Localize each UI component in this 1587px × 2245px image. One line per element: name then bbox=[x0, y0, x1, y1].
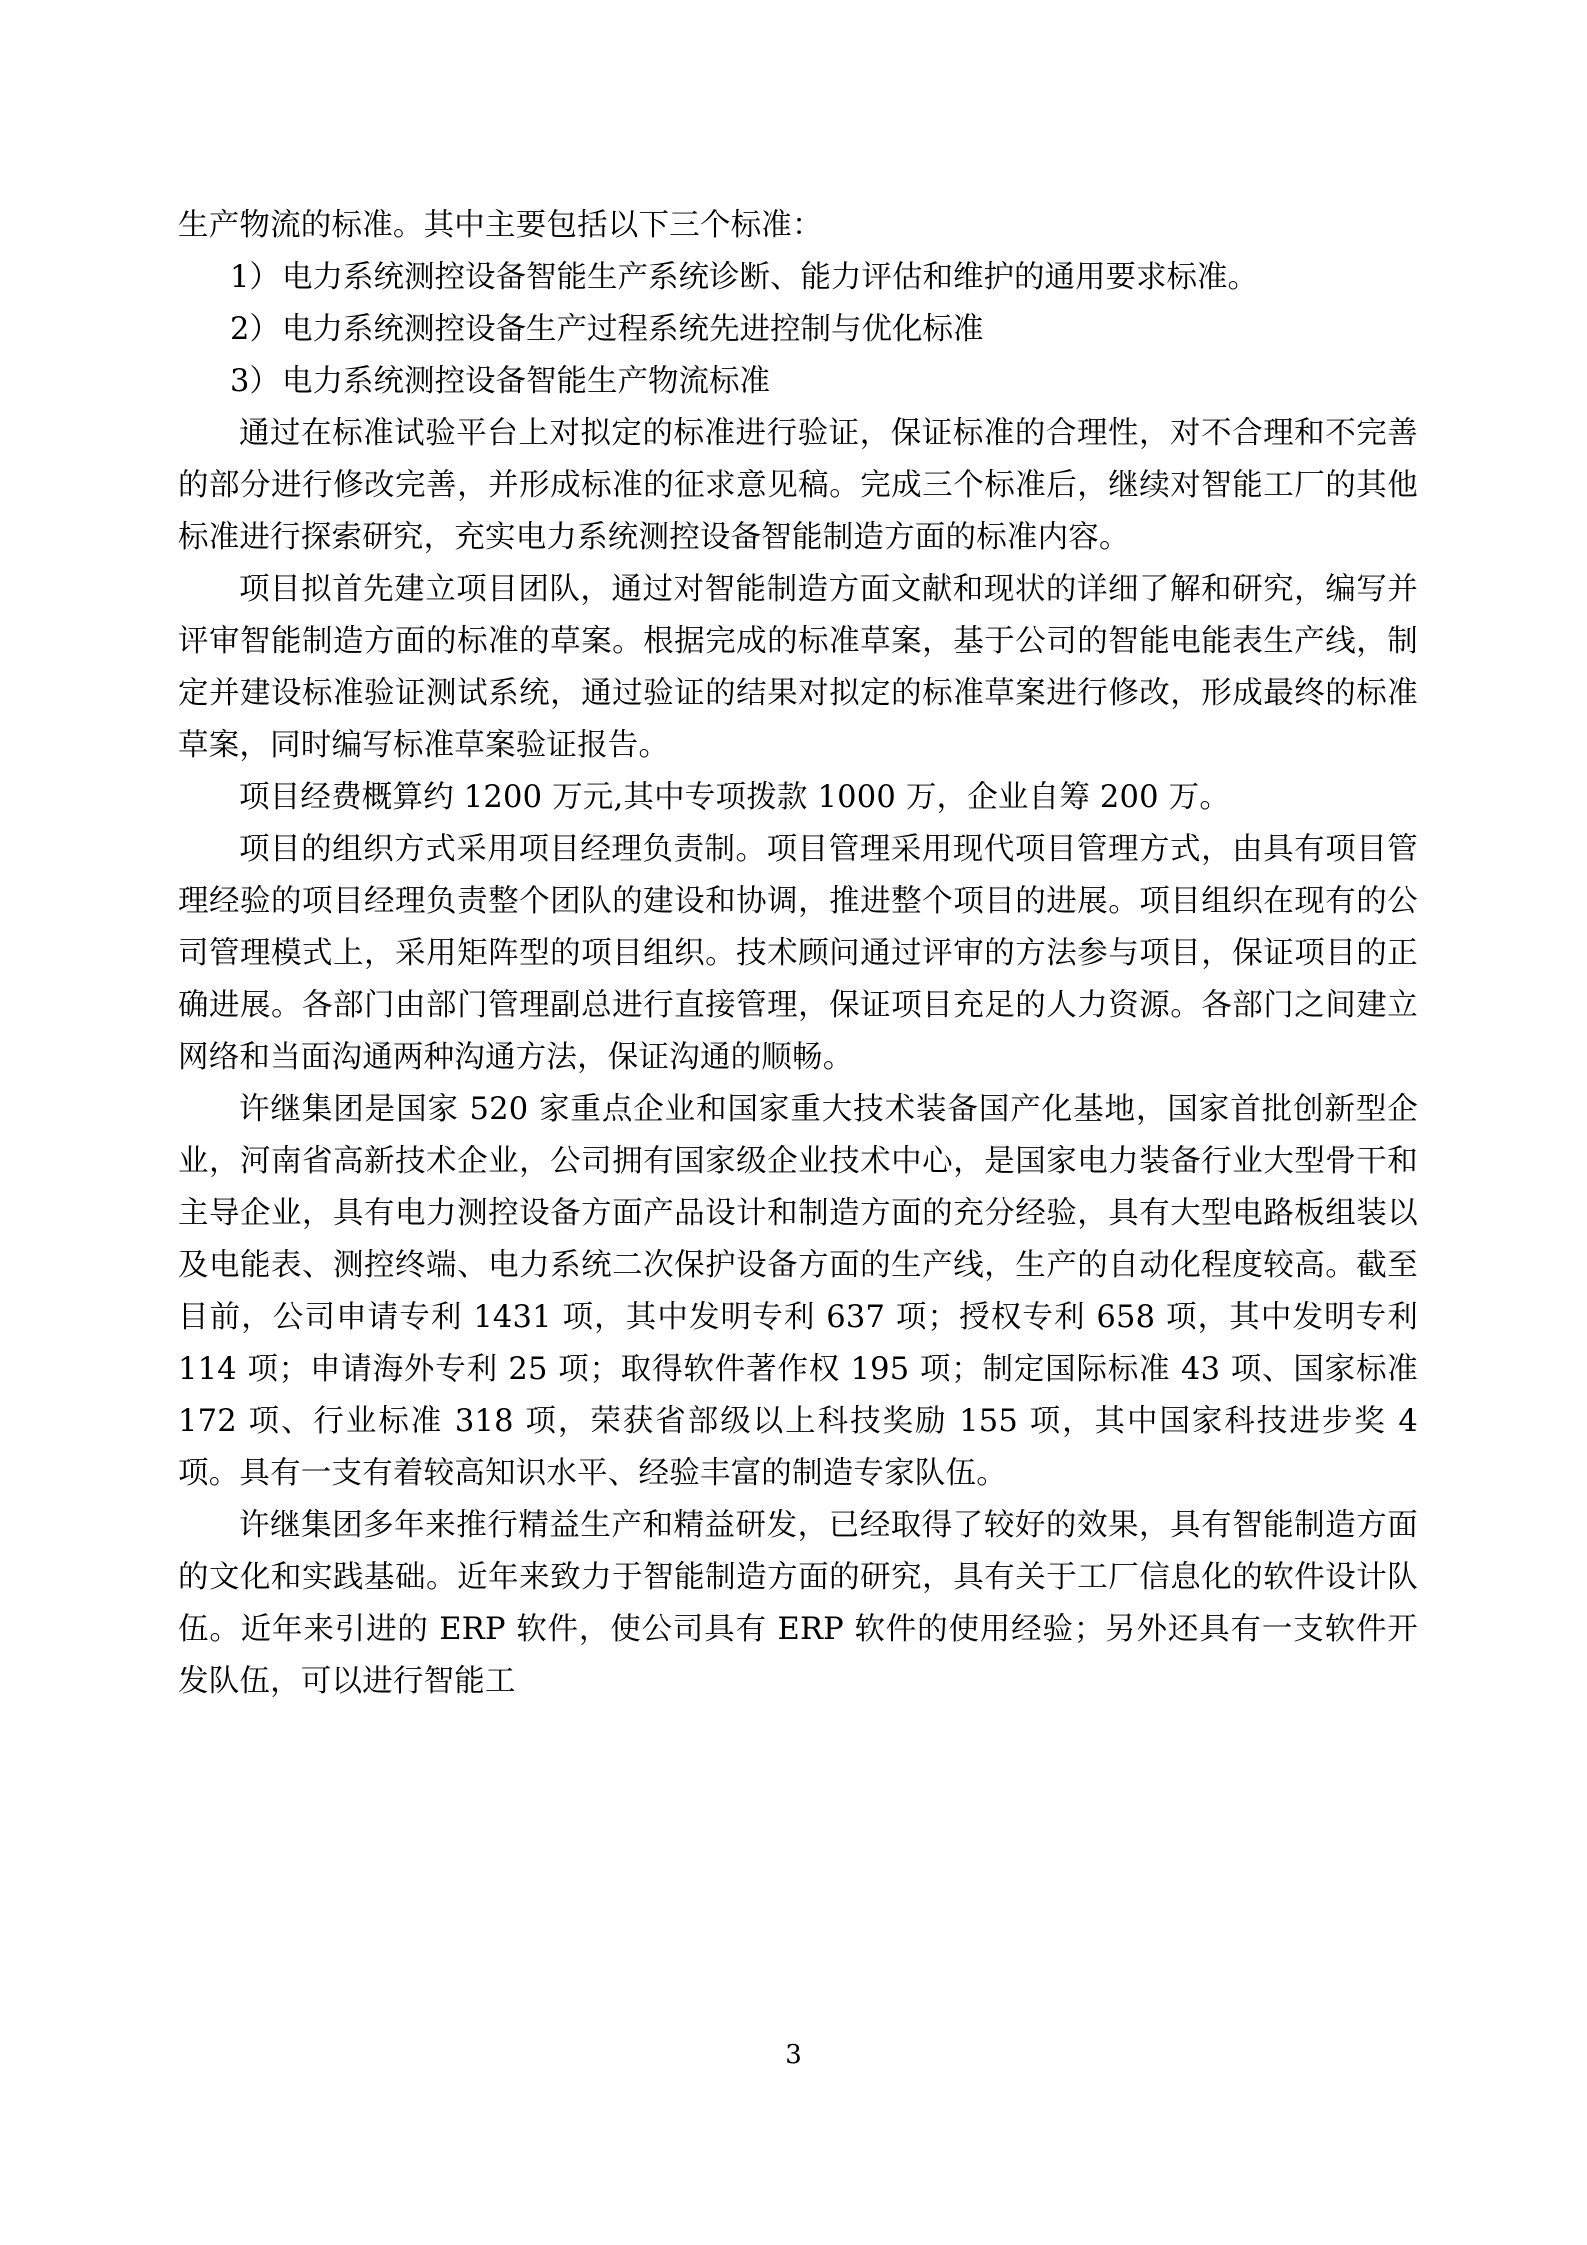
list-item-marker: 2） bbox=[230, 312, 280, 347]
paragraph-verification: 通过在标准试验平台上对拟定的标准进行验证，保证标准的合理性，对不合理和不完善的部分进行修改完善，并形成标准的征求意见稿。完成三个标准后，继续对智能工厂的其他标准进行探索研究，充实电力系统测控设备智能制造方面的标准内容。 bbox=[178, 416, 1418, 555]
list-item bbox=[178, 252, 1418, 304]
list-item-text: 电力系统测控设备生产过程系统先进控制与优化标准 bbox=[282, 312, 984, 347]
list-item-marker: 1） bbox=[230, 260, 280, 295]
page-content bbox=[178, 200, 1418, 1708]
paragraph-lean-production: 许继集团多年来推行精益生产和精益研发，已经取得了较好的效果，具有智能制造方面的文化和实践基础。近年来致力于智能制造方面的研究，具有关于工厂信息化的软件设计队伍。近年来引进的 ERP 软件，使公司具有 ERP 软件的使用经验；另外还具有一支软件开发队伍，可以进行智能工 bbox=[178, 1508, 1418, 1699]
list-item bbox=[178, 304, 1418, 356]
paragraph-lead: 生产物流的标准。其中主要包括以下三个标准： bbox=[178, 208, 823, 243]
paragraph-organization: 项目的组织方式采用项目经理负责制。项目管理采用现代项目管理方式，由具有项目管理经验的项目经理负责整个团队的建设和协调，推进整个项目的进展。项目组织在现有的公司管理模式上，采用矩阵型的项目组织。技术顾问通过评审的方法参与项目，保证项目的正确进展。各部门由部门管理副总进行直接管理，保证项目充足的人力资源。各部门之间建立网络和当面沟通两种沟通方法，保证沟通的顺畅。 bbox=[178, 832, 1418, 1075]
page-number: 3 bbox=[785, 2040, 802, 2070]
paragraph-company-profile: 许继集团是国家 520 家重点企业和国家重大技术装备国产化基地，国家首批创新型企业，河南省高新技术企业，公司拥有国家级企业技术中心，是国家电力装备行业大型骨干和主导企业，具有电力测控设备方面产品设计和制造方面的充分经验，具有大型电路板组装以及电能表、测控终端、电力系统二次保护设备方面的生产线，生产的自动化程度较高。截至目前，公司申请专利 1431 项，其中发明专利 637 项；授权专利 658 项，其中发明专利 114 项；申请海外专利 25 项；取得软件著作权 195 项；制定国际标准 43 项、国家标准 172 项、行业标准 318 项，荣获省部级以上科技奖励 155 项，其中国家科技进步奖 4 项。具有一支有着较高知识水平、经验丰富的制造专家队伍。 bbox=[178, 1092, 1418, 1491]
list-item-text: 电力系统测控设备智能生产系统诊断、能力评估和维护的通用要求标准。 bbox=[282, 260, 1258, 295]
standards-list bbox=[178, 252, 1418, 408]
paragraph-team-plan: 项目拟首先建立项目团队，通过对智能制造方面文献和现状的详细了解和研究，编写并评审智能制造方面的标准的草案。根据完成的标准草案，基于公司的智能电能表生产线，制定并建设标准验证测试系统，通过验证的结果对拟定的标准草案进行修改，形成最终的标准草案，同时编写标准草案验证报告。 bbox=[178, 572, 1418, 763]
list-item bbox=[178, 356, 1418, 408]
list-item-marker: 3） bbox=[230, 364, 280, 399]
paragraph-budget: 项目经费概算约 1200 万元,其中专项拨款 1000 万，企业自筹 200 万。 bbox=[239, 780, 1231, 815]
list-item-text: 电力系统测控设备智能生产物流标准 bbox=[282, 364, 770, 399]
